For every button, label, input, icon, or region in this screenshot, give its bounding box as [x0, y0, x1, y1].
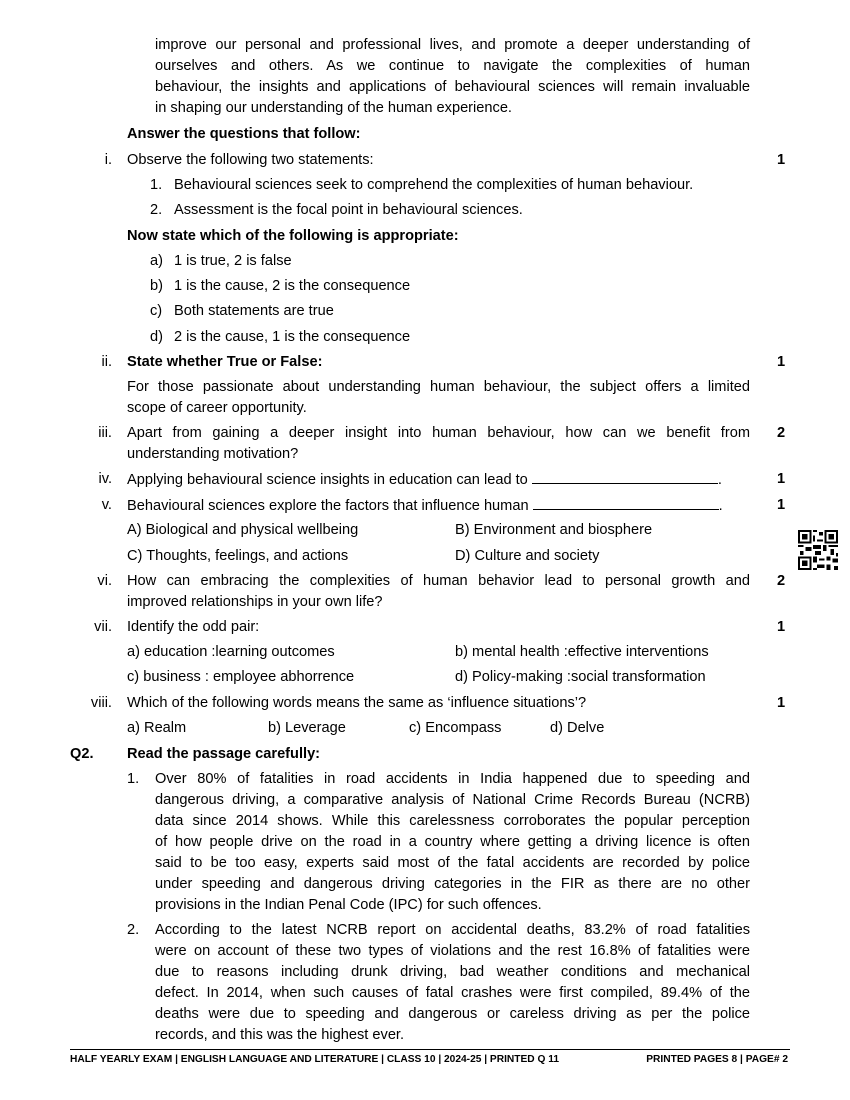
question-number: i.: [104, 152, 112, 168]
intro-line: behaviour, the insights and applications of behavioural sciences will remain invaluable: [155, 79, 750, 95]
option-text: d) Policy-making :social transformation: [455, 669, 706, 685]
question-text-line: For those passionate about understanding human behaviour, the subject offers a limited: [127, 379, 750, 395]
option-text: B) Environment and biosphere: [455, 522, 653, 538]
passage-line: were on account of these two types of violations and the rest 16.8% of fatalities were: [155, 943, 750, 959]
passage-line: provisions in the Indian Penal Code (IPC) for such offences.: [155, 897, 542, 913]
statement-number: 1.: [150, 177, 163, 193]
question-text-line: understanding motivation?: [127, 446, 299, 462]
option-text: 1 is the cause, 2 is the consequence: [174, 278, 411, 294]
option-text: 1 is true, 2 is false: [174, 253, 292, 269]
question-text: [127, 469, 722, 491]
question-text-line: Apart from gaining a deeper insight into human behaviour, how can we benefit from: [127, 425, 750, 441]
option-text: b) Leverage: [268, 720, 346, 736]
passage-line: Over 80% of fatalities in road accidents in India happened due to speeding and: [155, 771, 750, 787]
option-text: A) Biological and physical wellbeing: [127, 522, 359, 538]
option-text: a) Realm: [127, 720, 187, 736]
period: .: [718, 498, 723, 514]
intro-line: ourselves and others. As we continue to navigate the complexities of human: [155, 58, 750, 74]
statement-text: Behavioural sciences seek to comprehend the complexities of human behaviour.: [174, 177, 694, 193]
option-letter: d): [150, 329, 163, 345]
question-number: vii.: [94, 619, 112, 635]
period: .: [717, 472, 722, 488]
question-text: Observe the following two statements:: [127, 152, 374, 168]
question-text-span: Applying behavioural science insights in education can lead to: [127, 472, 528, 488]
passage-line: of how people drive on the road in a country where getting a driving licence is often: [155, 834, 750, 850]
paragraph-number: 1.: [127, 771, 140, 787]
passage-line: defect. In 2014, when such causes of fatal crashes were first compiled, 89.4% of the: [155, 985, 750, 1001]
option-text: a) education :learning outcomes: [127, 644, 335, 660]
option-letter: c): [150, 303, 163, 319]
question-heading: State whether True or False:: [127, 354, 323, 370]
intro-line: in shaping our understanding of the human experience.: [155, 100, 512, 116]
question-text-line: How can embracing the complexities of human behavior lead to personal growth and: [127, 573, 750, 589]
question-text-line: improved relationships in your own life?: [127, 594, 383, 610]
question-number: v.: [101, 497, 112, 513]
marks: 1: [776, 619, 786, 635]
question-number: viii.: [90, 695, 112, 711]
passage-line: under speeding and dangerous driving categories in the FIR as there are no other: [155, 876, 750, 892]
answer-heading: Answer the questions that follow:: [127, 126, 361, 142]
passage-line: data since 2014 shows. While this carelessness corroborates the popular perception: [155, 813, 750, 829]
option-text: d) Delve: [550, 720, 605, 736]
answer-blank[interactable]: [532, 469, 718, 484]
option-letter: b): [150, 278, 163, 294]
statement-text: Assessment is the focal point in behavioural sciences.: [174, 202, 523, 218]
option-text: D) Culture and society: [455, 548, 600, 564]
option-text: Both statements are true: [174, 303, 334, 319]
marks: 2: [776, 573, 786, 589]
passage-line: dangerous driving, a comparative analysis of National Crime Records Bureau (NCRB): [155, 792, 750, 808]
intro-line: improve our personal and professional lives, and promote a deeper understanding of: [155, 37, 750, 53]
option-text: 2 is the cause, 1 is the consequence: [174, 329, 411, 345]
passage-line: deaths were due to speeding and dangerous or careless driving as per the police: [155, 1006, 750, 1022]
qr-code-icon: [798, 530, 838, 570]
passage-line: due to reasons including drunk driving, bad weather conditions and mechanical: [155, 964, 750, 980]
question-prompt: Now state which of the following is appropriate:: [127, 228, 459, 244]
statement-number: 2.: [150, 202, 163, 218]
marks: 1: [776, 354, 786, 370]
question-text: Which of the following words means the same as ‘influence situations’?: [127, 695, 587, 711]
question-number: vi.: [97, 573, 112, 589]
question-text: [127, 495, 723, 517]
passage-line: said to be too easy, experts said most of the fatal accidents are recorded by police: [155, 855, 750, 871]
question-number: iii.: [98, 425, 112, 441]
marks: 1: [776, 152, 786, 168]
option-text: b) mental health :effective interventions: [455, 644, 709, 660]
option-letter: a): [150, 253, 163, 269]
answer-blank[interactable]: [533, 495, 719, 510]
question-number: iv.: [98, 471, 112, 487]
paragraph-number: 2.: [127, 922, 140, 938]
marks: 1: [776, 497, 786, 513]
option-text: c) business : employee abhorrence: [127, 669, 355, 685]
question-number: ii.: [101, 354, 112, 370]
marks: 1: [776, 695, 786, 711]
option-text: C) Thoughts, feelings, and actions: [127, 548, 349, 564]
question-label: Q2.: [70, 746, 94, 762]
passage-line: records, and this was the highest ever.: [155, 1027, 405, 1043]
marks: 2: [776, 425, 786, 441]
question-text-span: Behavioural sciences explore the factors that influence human: [127, 498, 529, 514]
marks: 1: [776, 471, 786, 487]
option-text: c) Encompass: [409, 720, 502, 736]
footer-divider: [70, 1049, 790, 1050]
passage-line: According to the latest NCRB report on accidental deaths, 83.2% of road fatalities: [155, 922, 750, 938]
footer-exam-info: HALF YEARLY EXAM | ENGLISH LANGUAGE AND LITERATURE | CLASS 10 | 2024-25 | PRINTED Q 11: [70, 1054, 559, 1065]
question-heading: Read the passage carefully:: [127, 746, 321, 762]
question-text: Identify the odd pair:: [127, 619, 260, 635]
footer-page-info: PRINTED PAGES 8 | PAGE# 2: [646, 1054, 788, 1065]
question-text-line: scope of career opportunity.: [127, 400, 307, 416]
